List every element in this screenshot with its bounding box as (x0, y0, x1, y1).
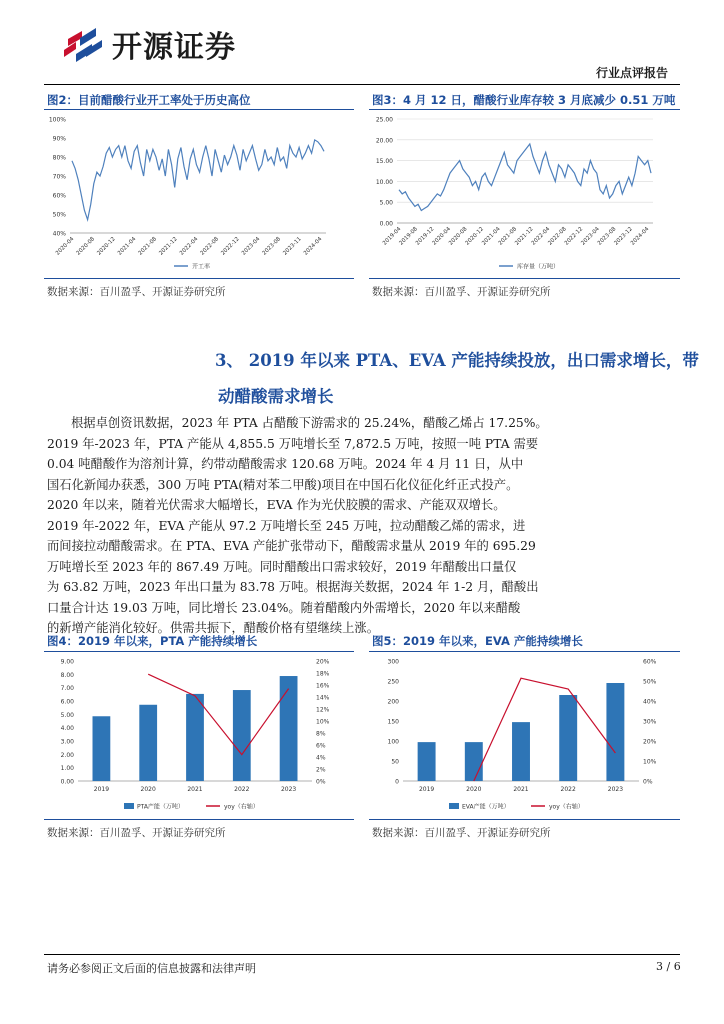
legend-label: EVA产能（万吨） (462, 803, 510, 811)
y-right-tick-label: 0% (643, 778, 653, 786)
bar (139, 705, 157, 781)
x-tick-label: 2021-04 (481, 226, 502, 247)
x-tick-label: 2020-04 (54, 236, 76, 257)
page-number: 3 / 6 (656, 960, 681, 973)
company-name: 开源证券 (112, 30, 236, 65)
figure-4-title: 图4：2019 年以来，PTA 产能持续增长 (47, 634, 258, 648)
y-left-tick-label: 150 (387, 718, 399, 726)
bar (512, 722, 530, 781)
x-tick-label: 2019-08 (398, 226, 419, 247)
x-tick-label: 2020 (140, 786, 156, 793)
figure-5-title: 图5：2019 年以来，EVA 产能持续增长 (372, 634, 583, 648)
x-tick-label: 2019-12 (414, 226, 436, 247)
x-tick-label: 2023-08 (596, 226, 618, 247)
figure-2-title: 图2：目前醋酸行业开工率处于历史高位 (47, 93, 251, 107)
y-tick-label: 60% (52, 192, 66, 200)
y-left-tick-label: 1.00 (60, 765, 74, 773)
y-right-tick-label: 30% (643, 718, 657, 726)
x-tick-label: 2022-08 (547, 226, 568, 247)
x-tick-label: 2023-08 (261, 236, 283, 257)
y-right-tick-label: 40% (643, 698, 657, 706)
x-tick-label: 2022-08 (199, 236, 221, 257)
bar (606, 683, 624, 781)
company-logo (62, 22, 106, 64)
x-tick-label: 2022 (560, 786, 576, 793)
y-tick-label: 80% (52, 154, 66, 162)
figure-5-chart (369, 653, 680, 815)
y-right-tick-label: 18% (316, 670, 330, 678)
x-tick-label: 2023 (280, 786, 297, 793)
body-line: 口量合计达 19.03 万吨，同比增长 23.04%。随着醋酸内外需增长，2020 年以来醋酸 (47, 600, 521, 615)
y-tick-label: 25.00 (375, 116, 393, 124)
x-tick-label: 2019 (418, 786, 435, 793)
x-tick-label: 2020-08 (448, 226, 469, 247)
y-tick-label: 15.00 (375, 158, 393, 166)
y-left-tick-label: 6.00 (60, 698, 74, 706)
y-right-tick-label: 10% (316, 718, 330, 726)
y-right-tick-label: 20% (643, 738, 657, 746)
y-left-tick-label: 5.00 (60, 711, 74, 719)
x-tick-label: 2024-04 (629, 226, 651, 247)
y-left-tick-label: 250 (387, 678, 399, 686)
legend-bar-swatch (449, 803, 459, 809)
legend-label: yoy（右轴） (549, 803, 584, 811)
y-right-tick-label: 20% (316, 658, 330, 666)
y-right-tick-label: 14% (316, 694, 330, 702)
y-left-tick-label: 200 (387, 698, 399, 706)
figure-4-source: 数据来源：百川盈孚、开源证券研究所 (47, 827, 226, 839)
y-right-tick-label: 10% (643, 758, 657, 766)
x-tick-label: 2020-12 (464, 226, 486, 247)
series-line (399, 144, 651, 211)
body-line: 2019 年-2023 年，PTA 产能从 4,855.5 万吨增长至 7,872.5 万吨，按照一吨 PTA 需要 (47, 436, 539, 451)
y-left-tick-label: 3.00 (60, 738, 74, 746)
figure-3-source: 数据来源：百川盈孚、开源证券研究所 (372, 286, 551, 298)
y-left-tick-label: 0 (395, 778, 399, 786)
x-tick-label: 2019-04 (381, 226, 403, 247)
header-rule (44, 84, 680, 85)
x-tick-label: 2022-04 (178, 236, 200, 257)
y-right-tick-label: 8% (316, 730, 326, 738)
figure-3-title: 图3：4 月 12 日，醋酸行业库存较 3 月底减少 0.51 万吨 (372, 93, 676, 107)
footer-rule (44, 954, 680, 955)
x-tick-label: 2020-12 (96, 236, 117, 257)
body-line: 万吨增长至 2023 年的 867.49 万吨。同时醋酸出口需求较好，2019 年醋酸出口量仅 (47, 559, 517, 574)
x-tick-label: 2023-12 (613, 226, 634, 247)
figure-4-rule (44, 651, 354, 652)
body-line: 为 63.82 万吨，2023 年出口量为 83.78 万吨。根据海关数据，2024 年 1-2 月，醋酸出 (47, 580, 539, 594)
y-tick-label: 90% (52, 135, 66, 143)
footer-disclaimer: 请务必参阅正文后面的信息披露和法律声明 (47, 962, 256, 975)
y-right-tick-label: 4% (316, 754, 326, 762)
series-line (72, 140, 324, 220)
body-line: 的新增产能消化较好。供需共振下，醋酸价格有望继续上涨。 (47, 621, 380, 635)
y-right-tick-label: 0% (316, 778, 326, 786)
yoy-line (148, 674, 288, 754)
y-right-tick-label: 12% (316, 706, 330, 714)
x-tick-label: 2021 (187, 786, 203, 793)
figure-3-chart (369, 111, 680, 273)
figure-3-rule (369, 109, 680, 110)
body-line: 2019 年-2022 年，EVA 产能从 97.2 万吨增长至 245 万吨，拉动醋酸乙烯的需求，进 (47, 518, 526, 533)
x-tick-label: 2023-11 (282, 236, 303, 257)
x-tick-label: 2021-08 (137, 236, 159, 257)
y-tick-label: 0.00 (379, 220, 393, 228)
y-left-tick-label: 7.00 (60, 685, 74, 693)
figure-4-bottom-rule (44, 819, 354, 820)
report-type: 行业点评报告 (596, 66, 669, 80)
y-left-tick-label: 4.00 (60, 725, 74, 733)
figure-5-rule (369, 651, 680, 652)
bar (418, 742, 436, 781)
y-left-tick-label: 0.00 (60, 778, 74, 786)
bar (93, 716, 111, 781)
y-right-tick-label: 6% (316, 742, 326, 750)
y-tick-label: 70% (52, 173, 66, 181)
figure-5-bottom-rule (369, 819, 680, 820)
x-tick-label: 2020 (466, 786, 482, 793)
x-tick-label: 2021-12 (514, 226, 535, 247)
x-tick-label: 2021 (513, 786, 529, 793)
y-left-tick-label: 300 (387, 658, 399, 666)
x-tick-label: 2022 (234, 786, 250, 793)
figure-2-chart (44, 111, 354, 273)
y-left-tick-label: 100 (387, 738, 399, 746)
x-tick-label: 2022-12 (563, 226, 585, 247)
x-tick-label: 2023 (607, 786, 624, 793)
body-line: 而间接拉动醋酸需求。在 PTA、EVA 产能扩张带动下，醋酸需求量从 2019 年的 695.29 (47, 539, 536, 553)
section-body (47, 413, 679, 639)
x-tick-label: 2019 (93, 786, 110, 793)
y-left-tick-label: 50 (391, 758, 399, 766)
figure-5-source: 数据来源：百川盈孚、开源证券研究所 (372, 827, 551, 839)
x-tick-label: 2022-04 (530, 226, 552, 247)
y-tick-label: 40% (52, 230, 66, 238)
bar (233, 690, 251, 781)
y-tick-label: 50% (52, 211, 66, 219)
bar (465, 742, 483, 781)
figure-4-chart (44, 653, 354, 815)
x-tick-label: 2021-08 (497, 226, 519, 247)
y-right-tick-label: 50% (643, 678, 657, 686)
x-tick-label: 2024-04 (302, 236, 324, 257)
body-line: 国石化新闻办获悉，300 万吨 PTA(精对苯二甲酸)项目在中国石化仪征化纤正式投产。 (47, 477, 519, 492)
x-tick-label: 2022-12 (220, 236, 241, 257)
legend-label: PTA产能（万吨） (137, 803, 184, 811)
y-tick-label: 100% (48, 116, 66, 124)
x-tick-label: 2023-04 (240, 236, 262, 257)
legend-bar-swatch (124, 803, 134, 809)
bar (186, 694, 204, 781)
legend-label: 开工率 (192, 263, 211, 271)
y-right-tick-label: 16% (316, 682, 330, 690)
body-line: 2020 年以来，随着光伏需求大幅增长，EVA 作为光伏胶膜的需求、产能双双增长。 (47, 498, 506, 512)
body-line: 0.04 吨醋酸作为溶剂计算，约带动醋酸需求 120.68 万吨。2024 年 4 月 11 日，从中 (47, 457, 524, 471)
x-tick-label: 2020-04 (431, 226, 453, 247)
y-tick-label: 5.00 (379, 199, 393, 207)
section-title-line-2: 动醋酸需求增长 (218, 387, 334, 406)
y-left-tick-label: 9.00 (60, 658, 74, 666)
yoy-line (474, 678, 616, 781)
y-right-tick-label: 2% (316, 766, 326, 774)
x-tick-label: 2021-04 (116, 236, 138, 257)
figure-3-bottom-rule (369, 278, 680, 279)
x-tick-label: 2021-12 (158, 236, 179, 257)
bar (559, 695, 577, 781)
y-tick-label: 20.00 (375, 137, 393, 145)
legend-label: 库存量（万吨） (517, 263, 560, 271)
figure-2-bottom-rule (44, 278, 354, 279)
x-tick-label: 2020-08 (75, 236, 97, 257)
body-line: 根据卓创资讯数据，2023 年 PTA 占醋酸下游需求的 25.24%，醋酸乙烯占 17.25%。 (71, 416, 548, 430)
figure-2-source: 数据来源：百川盈孚、开源证券研究所 (47, 286, 226, 298)
y-right-tick-label: 60% (643, 658, 657, 666)
section-title-line-1: 3、 2019 年以来 PTA、EVA 产能持续投放，出口需求增长，带 (215, 351, 699, 370)
y-tick-label: 10.00 (375, 178, 393, 186)
legend-label: yoy（右轴） (224, 803, 259, 811)
bar (280, 676, 298, 781)
figure-2-rule (44, 109, 354, 110)
logo-mark-icon (62, 22, 106, 64)
x-tick-label: 2023-04 (580, 226, 601, 247)
y-left-tick-label: 2.00 (60, 751, 74, 759)
y-left-tick-label: 8.00 (60, 671, 74, 679)
